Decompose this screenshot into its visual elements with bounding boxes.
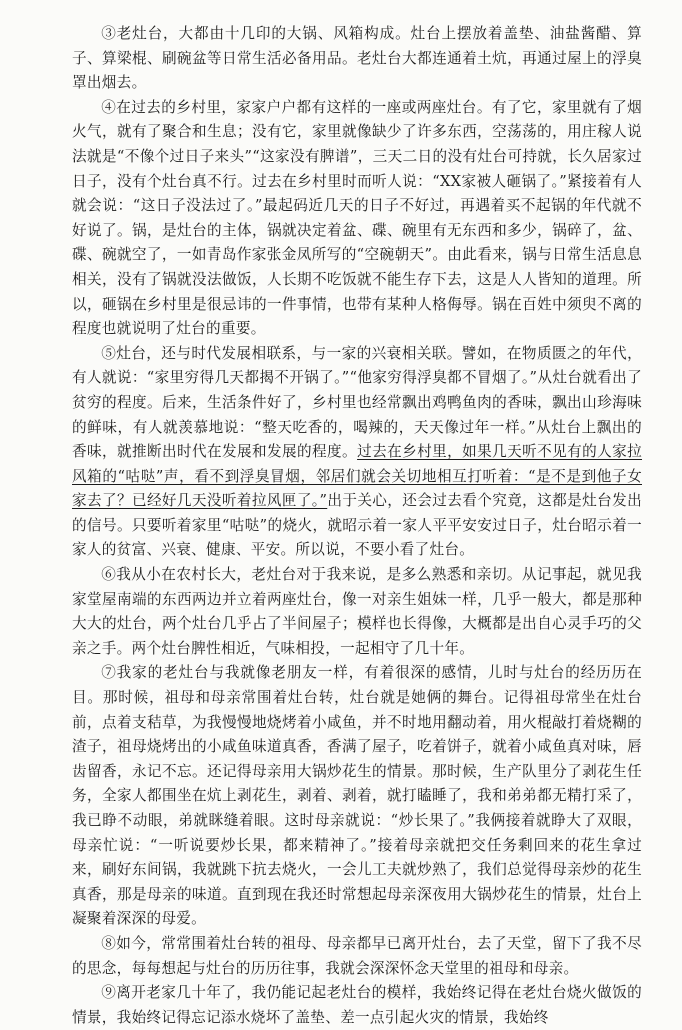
paragraph-9-text: ⑨离开老家几十年了，我仍能记起老灶台的模样，我始终记得在老灶台烧火做饭的情景，我始终记得忘记添水烧坏了盖垫、差一点引起火灾的情景，我始终 — [72, 984, 642, 1026]
paragraph-5-text-end: 出于关心，还会过去看个究竟，这都是灶台发出的信号。只要听着家里“咕哒”的烧火，就昭示着一家人平平安安过日子，灶台昭示着一家人的贫富、兴衰、健康、平安。所以说，不要小看了灶台。 — [72, 492, 642, 559]
paragraph-7-text: ⑦我家的老灶台与我就像老朋友一样，有着很深的感情，儿时与灶台的经历历在目。那时候，祖母和母亲常围着灶台转，灶台就是她俩的舞台。记得祖母常坐在灶台前，点着支秸草，为我慢慢地烧烤着小咸鱼，并不时地用翻动着，用火棍敲打着烧糊的渣子，祖母烧烤出的小咸鱼味道真香，香满了屋子，吃着饼子，就着小咸鱼真对味，唇齿留香，永记不忘。还记得母亲用大锅炒花生的情景。那时候，生产队里分了剥花生任务，全家人都围坐在炕上剥花生，剥着、剥着，就打瞌睡了，我和弟弟都无精打采了，我已睁不动眼，弟就眯缝着眼。这时母亲就说：“炒长果了。”我俩接着就睁大了双眼，母亲忙说：“一听说要炒长果，都来精神了。”接着母亲就把交任务剩回来的花生拿过来，刷好东间锅，我就跳下抗去烧火，一会儿工夫就炒熟了，我们总觉得母亲炒的花生真香，那是母亲的味道。直到现在我还时常想起母亲深夜用大锅炒花生的情景，灶台上凝聚着深深的母爱。 — [72, 664, 642, 928]
paragraph-9 — [72, 981, 642, 1030]
paragraph-5-text-start: ⑤灶台，还与时代发展相联系，与一家的兴衰相关联。譬如，在物质匮之的年代，有人就说：“家里穷得几天都揭不开锅了。”“他家穷得浮臭都不冒烟了。”从灶台就看出了贫穷的程度。后来，生活条件好了，乡村里也经常飘出鸡鸭鱼肉的香味，飘出山珍海味的鲜味，有人就羡慕地说：“整天吃香的，喝辣的，天天像过年一样。”从灶台上飘出的香味，就推断出时代在发展和发展的程度。 — [72, 344, 642, 461]
paragraph-5-underlined-sentence: 过去在乡村里，如果几天听不见有的人家拉风箱的“咕哒”声，看不到浮臭冒烟，邻居们就会关切地相互打听着：“是不是到他子女家去了？已经好几天没听着拉风匣了。” — [72, 443, 643, 510]
paragraph-4 — [72, 96, 642, 342]
paragraph-7 — [72, 661, 642, 932]
paragraph-8-text: ⑧如今，常常围着灶台转的祖母、母亲都早已离开灶台，去了天堂，留下了我不尽的思念，每每想起与灶台的历历往事，我就会深深怀念天堂里的祖母和母亲。 — [72, 934, 642, 977]
paragraph-8 — [72, 932, 642, 981]
paragraph-6-text: ⑥我从小在农村长大，老灶台对于我来说，是多么熟悉和亲切。从记事起，就见我家堂屋南端的东西两边并立着两座灶台，像一对亲生姐妹一样，几乎一般大，都是那种大大的灶台，两个灶台几乎占了半间屋子；模样也长得像，大概都是出自心灵手巧的父亲之手。两个灶台脾性相近，气味相投，一起相守了几十年。 — [72, 566, 642, 657]
paragraph-3 — [72, 22, 642, 96]
paragraph-5 — [72, 342, 642, 563]
paragraph-3-text: ③老灶台，大都由十几印的大锅、风箱构成。灶台上摆放着盖垫、油盐酱醋、算子、算梁棍、刷碗盆等日常生活必备用品。老灶台大都连通着土炕，再通过屋上的浮臭罩出烟去。 — [72, 25, 642, 92]
paragraph-6 — [72, 563, 642, 661]
paragraph-4-text: ④在过去的乡村里，家家户户都有这样的一座或两座灶台。有了它，家里就有了烟火气，就有了聚合和生息；没有它，家里就像缺少了许多东西，空荡荡的，用庄稼人说法就是“不像个过日子来头”“这家没有脾谱”，三天二日的没有灶台可持就，长久居家过日子，没有个灶台真不行。过去在乡村里时而听人说：“XX家被人砸锅了。”紧接着有人就会说：“这日子没法过了。”最起码近几天的日子不好过，再遇着买不起锅的年代就不好说了。锅，是灶台的主体，锅就决定着盆、碟、碗里有无东西和多少，锅碎了，盆、碟、碗就空了，一如青岛作家张金凤所写的“空碗朝天”。由此看来，锅与日常生活息息相关，没有了锅就没法做饭，人长期不吃饭就不能生存下去，这是人人皆知的道理。所以，砸锅在乡村里是很忌讳的一件事情，也带有某种人格侮辱。锅在百姓中须臾不离的程度也就说明了灶台的重要。 — [72, 98, 642, 338]
